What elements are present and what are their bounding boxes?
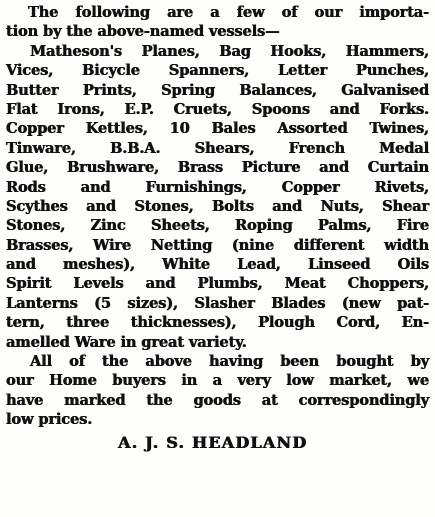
text-line: Scythes and Stones, Bolts and Nuts, Shear [6,197,429,215]
text-line: low prices. [6,411,93,429]
text-line: our Home buyers in a very low market, we [6,372,429,390]
advertisement-body [6,3,429,430]
text-line: have marked the goods at correspondingly [6,391,429,409]
text-line: Vices, Bicycle Spanners, Letter Punches, [6,62,429,80]
text-line: and meshes), White Lead, Linseed Oils [6,256,429,274]
text-line: Tinware, B.B.A. Shears, French Medal [6,139,429,157]
text-line: The following are a few of our importa- [28,4,429,21]
text-line: Matheson's Planes, Bag Hooks, Hammers, [30,42,429,60]
text-line: All of the above having been bought by [30,353,429,371]
text-line: tern, three thicknesses), Plough Cord, En- [6,314,429,332]
text-line: Stones, Zinc Sheets, Roping Palms, Fire [6,217,429,235]
text-line: amelled Ware in great variety. [6,333,247,351]
text-line: Glue, Brushware, Brass Picture and Curtain [6,159,429,177]
text-line: Copper Kettles, 10 Bales Assorted Twines, [6,120,429,138]
text-line: Spirit Levels and Plumbs, Meat Choppers, [6,275,429,293]
text-line: Brasses, Wire Netting (nine different width [6,236,429,254]
text-line: Flat Irons, E.P. Cruets, Spoons and Forks. [6,100,429,118]
text-line: Butter Prints, Spring Balances, Galvanised [6,81,429,99]
text-line: tion by the above-named vessels— [6,23,280,41]
signature: A. J. S. HEADLAND [118,432,308,452]
text-line: Lanterns (5 sizes), Slasher Blades (new pat- [6,294,429,312]
text-line: Rods and Furnishings, Copper Rivets, [6,178,429,196]
